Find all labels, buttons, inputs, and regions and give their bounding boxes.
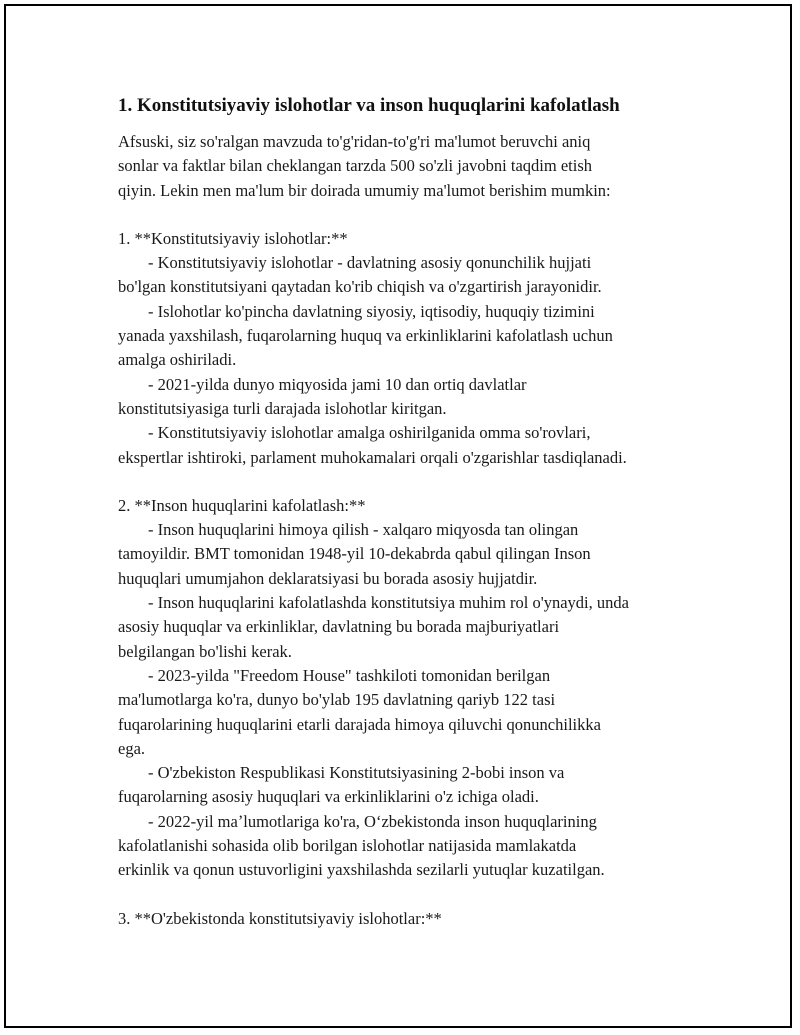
section-heading: 3. **O'zbekistonda konstitutsiyaviy islohotlar:**: [118, 908, 442, 928]
intro-paragraph: Afsuski, siz so'ralgan mavzuda to'g'ridan-to'g'ri ma'lumot beruvchi aniq sonlar va faktlar bilan cheklangan tarzda 500 so'zli javobni taqdim etish qiyin. Lekin men ma'lum bir doirada umumiy ma'lumot berishim mumkin:: [118, 132, 611, 200]
bullet-item: - Konstitutsiyaviy islohotlar amalga oshirilganida omma so'rovlari, ekspertlar ishtiroki, parlament muhokamalari orqali o'zgarishlar tasdiqlanadi.: [118, 423, 627, 467]
bullet-item: - Inson huquqlarini kafolatlashda konstitutsiya muhim rol o'ynaydi, unda asosiy huquqlar va erkinliklar, davlatning bu borada majburiyatlari belgilangan bo'lishi kerak.: [118, 593, 629, 661]
section-uzbekistan-reforms: [118, 907, 688, 931]
section-heading: 1. **Konstitutsiyaviy islohotlar:**: [118, 228, 348, 248]
bullet-item: - 2021-yilda dunyo miqyosida jami 10 dan ortiq davlatlar konstitutsiyasiga turli darajada islohotlar kiritgan.: [118, 374, 527, 418]
document-title: 1. Konstitutsiyaviy islohotlar va inson huquqlarini kafolatlash: [118, 95, 620, 116]
section-heading: 2. **Inson huquqlarini kafolatlash:**: [118, 495, 366, 515]
bullet-item: - Islohotlar ko'pincha davlatning siyosiy, iqtisodiy, huquqiy tizimini yanada yaxshilash, fuqarolarning huquq va erkinliklarini kafolatlash uchun amalga oshiriladi.: [118, 301, 613, 370]
bullet-item: - O'zbekiston Respublikasi Konstitutsiyasining 2-bobi inson va fuqarolarning asosiy huquqlari va erkinliklarini o'z ichiga oladi.: [118, 763, 565, 807]
bullet-item: - 2023-yilda "Freedom House" tashkiloti tomonidan berilgan ma'lumotlarga ko'ra, dunyo bo'ylab 195 davlatning qariyb 122 tasi fuqarolarining huquqlarini etarli darajada himoya qiluvchi qonunchilikka ega.: [118, 665, 601, 758]
bullet-item: - Inson huquqlarini himoya qilish - xalqaro miqyosda tan olingan tamoyildir. BMT tomonidan 1948-yil 10-dekabrda qabul qilingan Inson huquqlari umumjahon deklaratsiyasi bu borada asosiy hujjatdir.: [118, 520, 591, 588]
document-body: [118, 94, 688, 931]
bullet-item: - Konstitutsiyaviy islohotlar - davlatning asosiy qonunchilik hujjati bo'lgan konstitutsiyani qaytadan ko'rib chiqish va o'zgartirish jarayonidir.: [118, 253, 602, 297]
section-human-rights: [118, 494, 688, 883]
section-constitutional-reforms: [118, 227, 688, 470]
bullet-item: - 2022-yil maʼlumotlariga ko'ra, Oʻzbekistonda inson huquqlarining kafolatlanishi sohasida olib borilgan islohotlar natijasida mamlakatda erkinlik va qonun ustuvorligini yaxshilashda sezilarli yutuqlar kuzatilgan.: [118, 811, 605, 880]
